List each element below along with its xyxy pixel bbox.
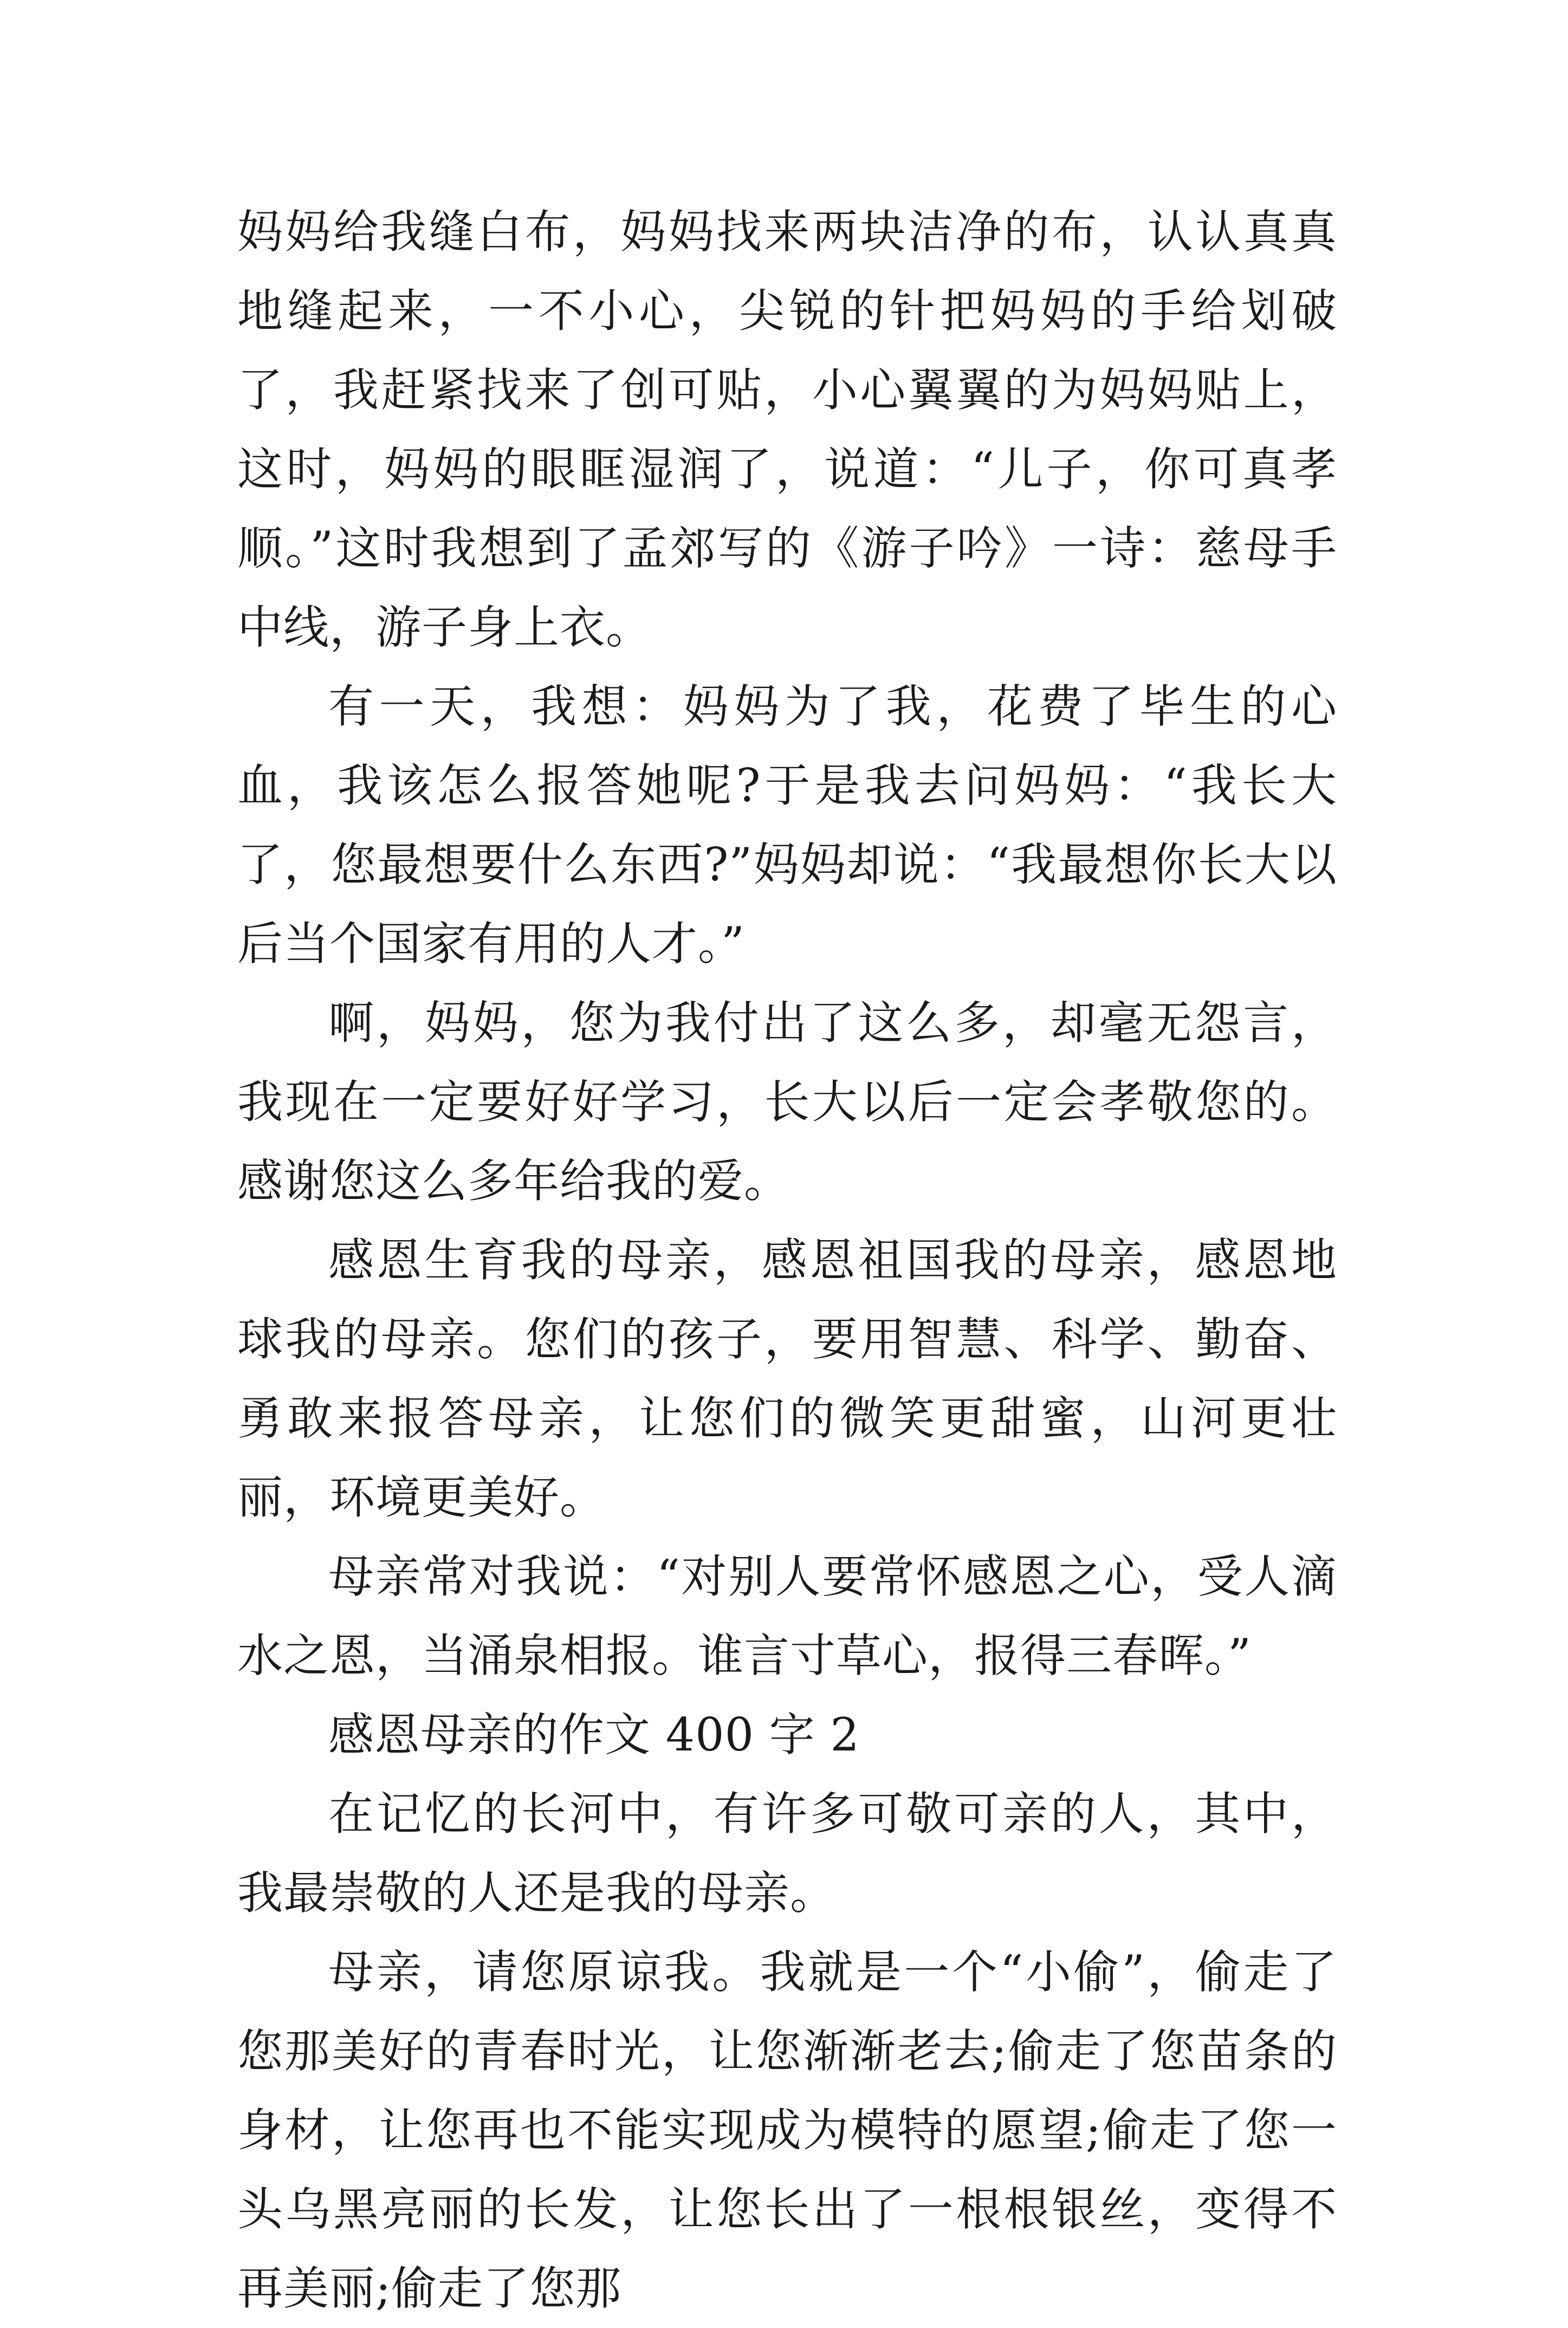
paragraph-5: 母亲常对我说：“对别人要常怀感恩之心，受人滴水之恩，当涌泉相报。谁言寸草心，报得三春晖。” bbox=[237, 1550, 1337, 1682]
section-heading: 感恩母亲的作文 400 字 2 bbox=[328, 1708, 860, 1761]
paragraph-6: 在记忆的长河中，有许多可敬可亲的人，其中，我最崇敬的人还是我的母亲。 bbox=[237, 1787, 1337, 1920]
paragraph-7: 母亲，请您原谅我。我就是一个“小偷”，偷走了您那美好的青春时光，让您渐渐老去;偷走了您苗条的身材，让您再也不能实现成为模特的愿望;偷走了您一头乌黑亮丽的长发，让您长出了一根根银丝，变得不再美丽;偷走了您那 bbox=[237, 1946, 1337, 2315]
document-body bbox=[237, 192, 1337, 2328]
paragraph-2: 有一天，我想：妈妈为了我，花费了毕生的心血，我该怎么报答她呢?于是我去问妈妈：“我长大了，您最想要什么东西?”妈妈却说：“我最想你长大以后当个国家有用的人才。” bbox=[237, 680, 1337, 970]
paragraph-1: 妈妈给我缝白布，妈妈找来两块洁净的布，认认真真地缝起来，一不小心，尖锐的针把妈妈的手给划破了，我赶紧找来了创可贴，小心翼翼的为妈妈贴上，这时，妈妈的眼眶湿润了，说道：“儿子，你可真孝顺。”这时我想到了孟郊写的《游子吟》一诗：慈母手中线，游子身上衣。 bbox=[237, 205, 1337, 654]
paragraph-4: 感恩生育我的母亲，感恩祖国我的母亲，感恩地球我的母亲。您们的孩子，要用智慧、科学、勤奋、勇敢来报答母亲，让您们的微笑更甜蜜，山河更壮丽，环境更美好。 bbox=[237, 1234, 1337, 1524]
paragraph-3: 啊，妈妈，您为我付出了这么多，却毫无怨言，我现在一定要好好学习，长大以后一定会孝敬您的。感谢您这么多年给我的爱。 bbox=[237, 996, 1337, 1208]
